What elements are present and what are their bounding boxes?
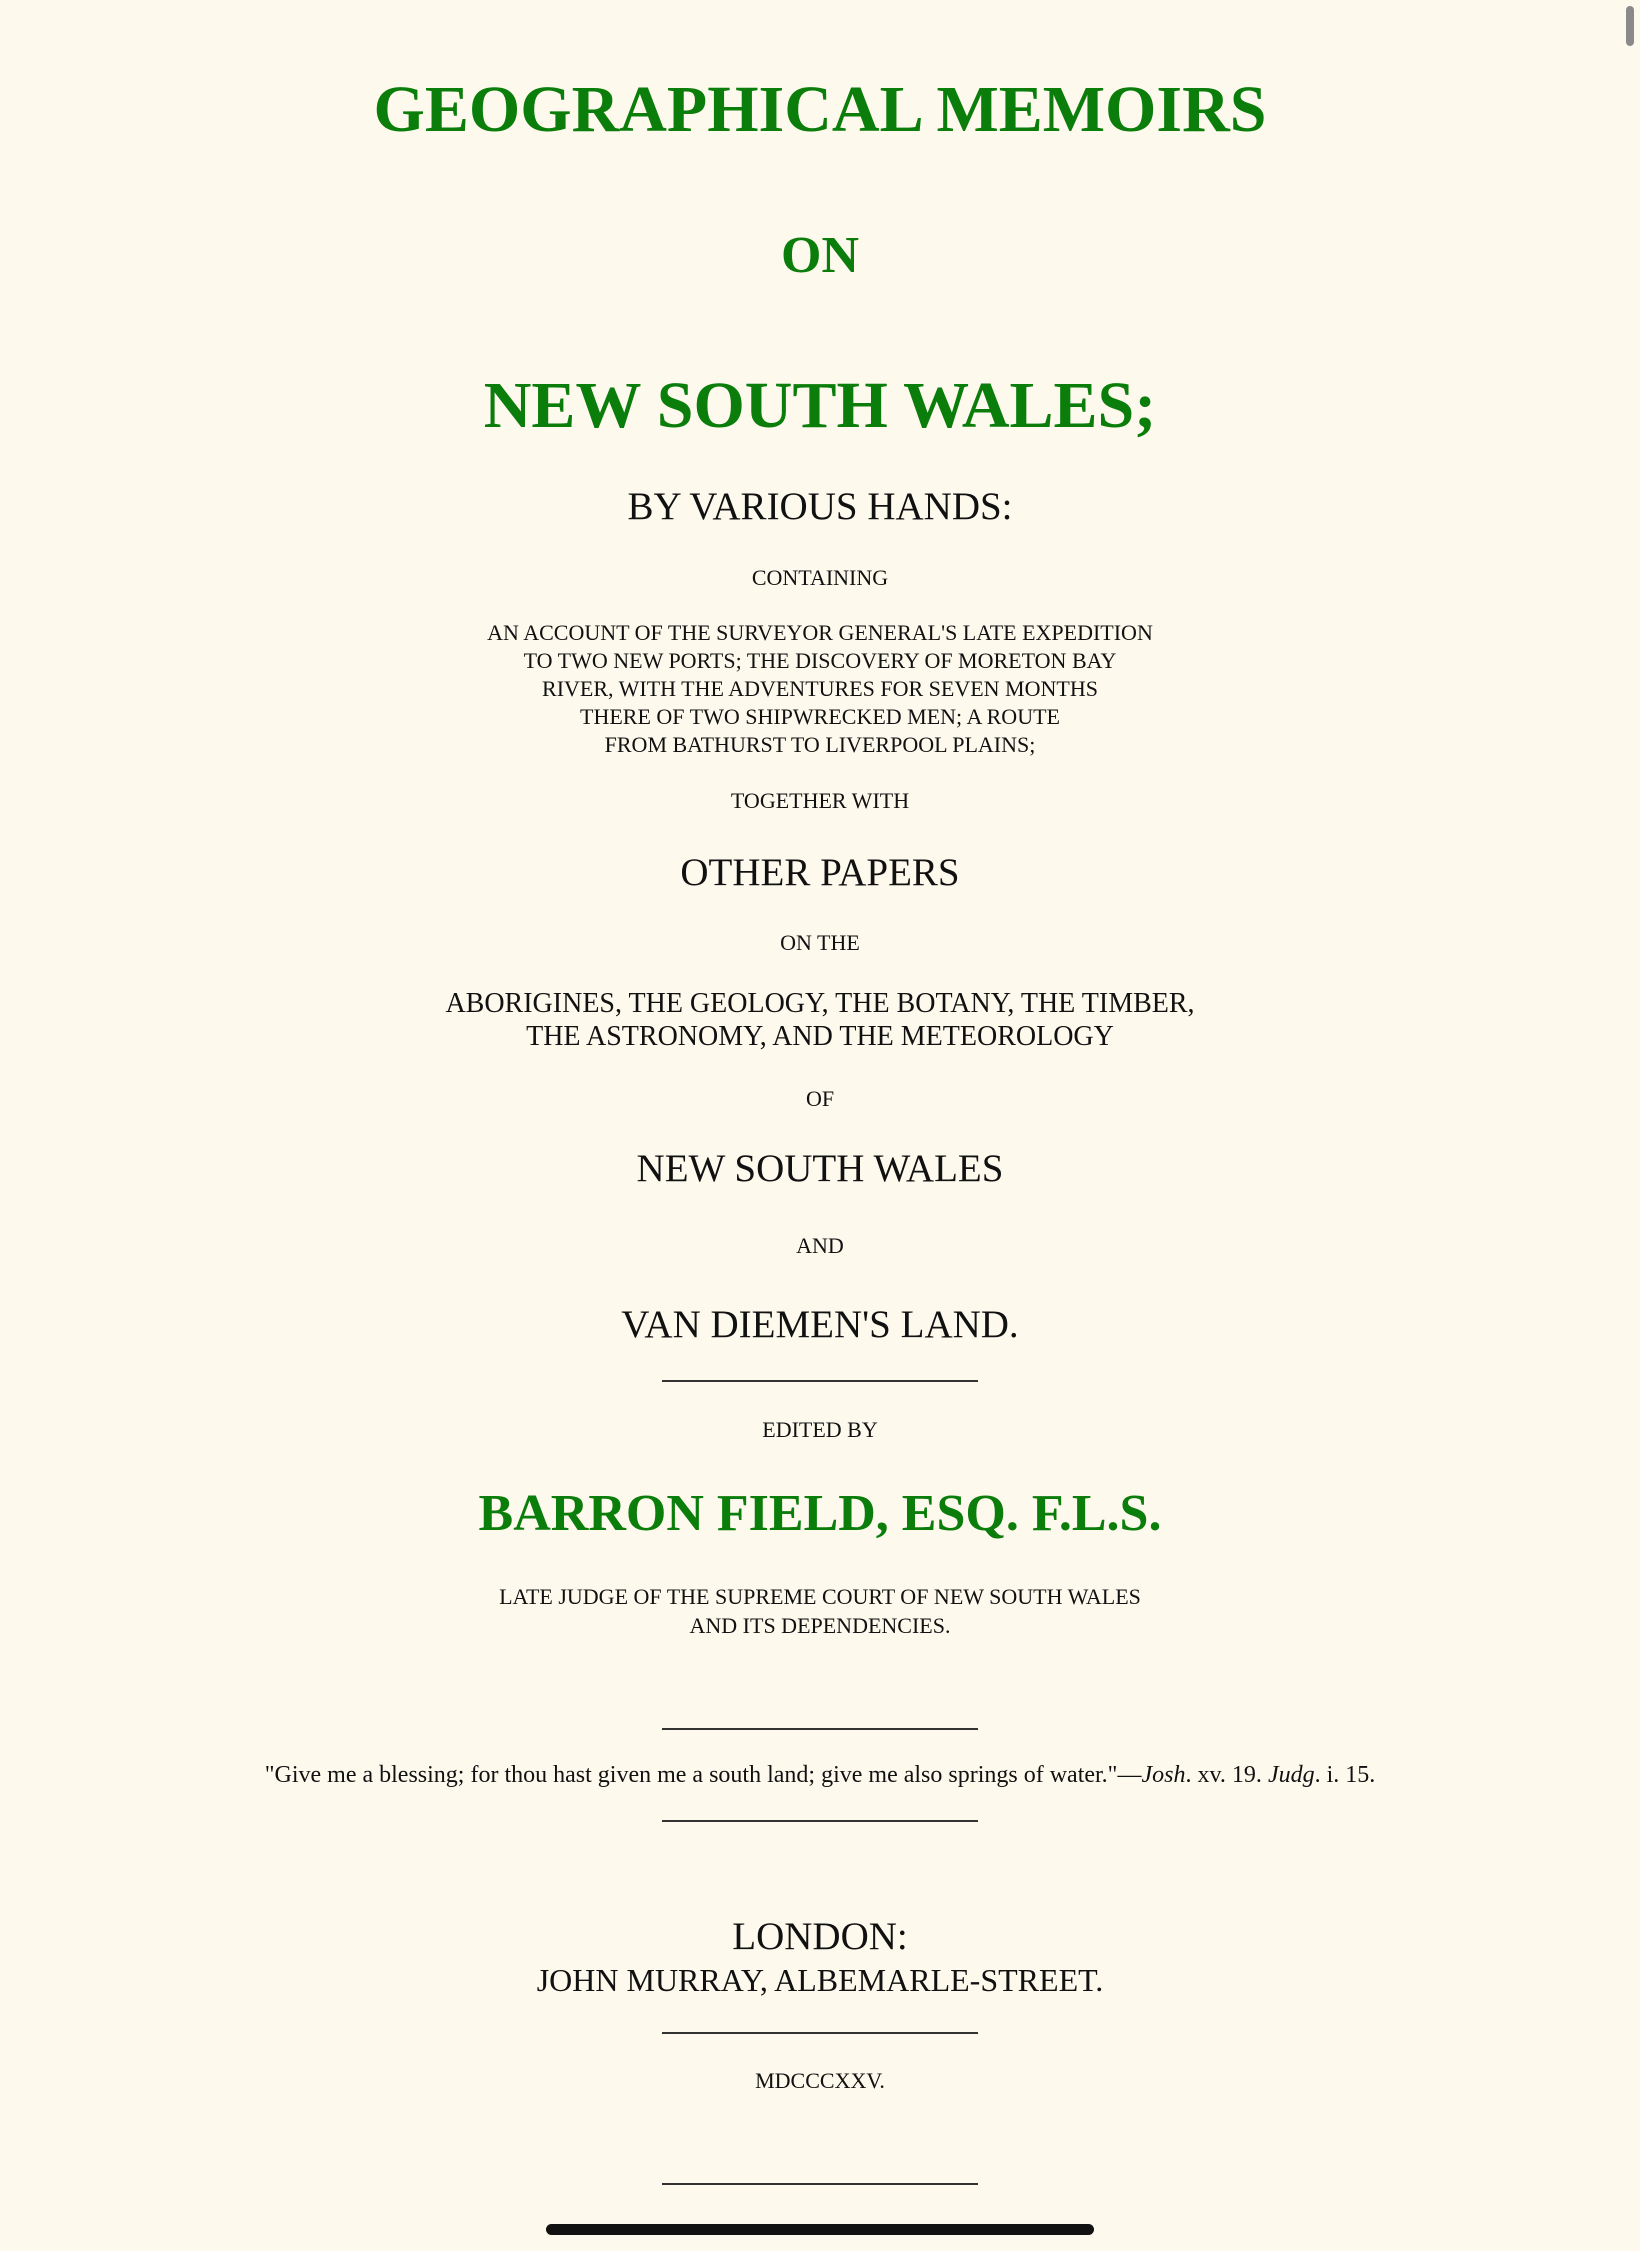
account-line: AN ACCOUNT OF THE SURVEYOR GENERAL'S LATE EXPEDITION [487,620,1153,645]
of-label: OF [805,1086,835,1111]
and-label: AND [796,1233,844,1258]
account-line: RIVER, WITH THE ADVENTURES FOR SEVEN MONTHS [542,676,1098,701]
epigraph-quote: "Give me a blessing; for thou hast given me a south land; give me also springs of water."— [264,1762,1142,1788]
containing-label: CONTAINING [751,565,889,590]
account-line: THERE OF TWO SHIPWRECKED MEN; A ROUTE [580,704,1060,729]
epigraph-ref-verse: . xv. 19. [1185,1762,1268,1788]
home-indicator[interactable] [546,2224,1094,2235]
imprint-publisher: JOHN MURRAY, ALBEMARLE-STREET. [536,1962,1104,1998]
together-with-label: TOGETHER WITH [730,788,910,813]
place-van-diemens-land: VAN DIEMEN'S LAND. [621,1303,1019,1346]
title-place: NEW SOUTH WALES; [483,369,1157,442]
publication-year: MDCCCXXV. [755,2068,885,2093]
subjects-line: ABORIGINES, THE GEOLOGY, THE BOTANY, THE TIMBER, [445,988,1195,1019]
imprint-city: LONDON: [732,1915,908,1958]
editor-title-line: LATE JUDGE OF THE SUPREME COURT OF NEW SOUTH WALES [499,1584,1141,1609]
byline: BY VARIOUS HANDS: [627,485,1013,528]
divider-rule [662,1728,978,1730]
editor-title-line: AND ITS DEPENDENCIES. [689,1613,951,1638]
divider-rule [662,2183,978,2185]
account-line: FROM BATHURST TO LIVERPOOL PLAINS; [604,732,1036,757]
scrollbar-thumb[interactable] [1626,6,1634,46]
account-line: TO TWO NEW PORTS; THE DISCOVERY OF MORETON BAY [523,648,1117,673]
title-connector: ON [781,227,859,284]
divider-rule [662,1380,978,1382]
editor-name: BARRON FIELD, ESQ. F.L.S. [478,1485,1162,1542]
divider-rule [662,1820,978,1822]
main-title: GEOGRAPHICAL MEMOIRS [373,73,1267,146]
epigraph-ref-verse: . i. 15. [1314,1762,1376,1788]
divider-rule [662,2032,978,2034]
other-papers-heading: OTHER PAPERS [680,851,960,894]
epigraph [0,1762,1640,1789]
epigraph-ref-book: Josh [1141,1762,1186,1788]
place-new-south-wales: NEW SOUTH WALES [636,1147,1004,1190]
edited-by-label: EDITED BY [762,1417,878,1442]
subjects-line: THE ASTRONOMY, AND THE METEOROLOGY [526,1021,1114,1052]
epigraph-ref-book: Judg [1267,1762,1315,1788]
on-the-label: ON THE [780,930,860,955]
